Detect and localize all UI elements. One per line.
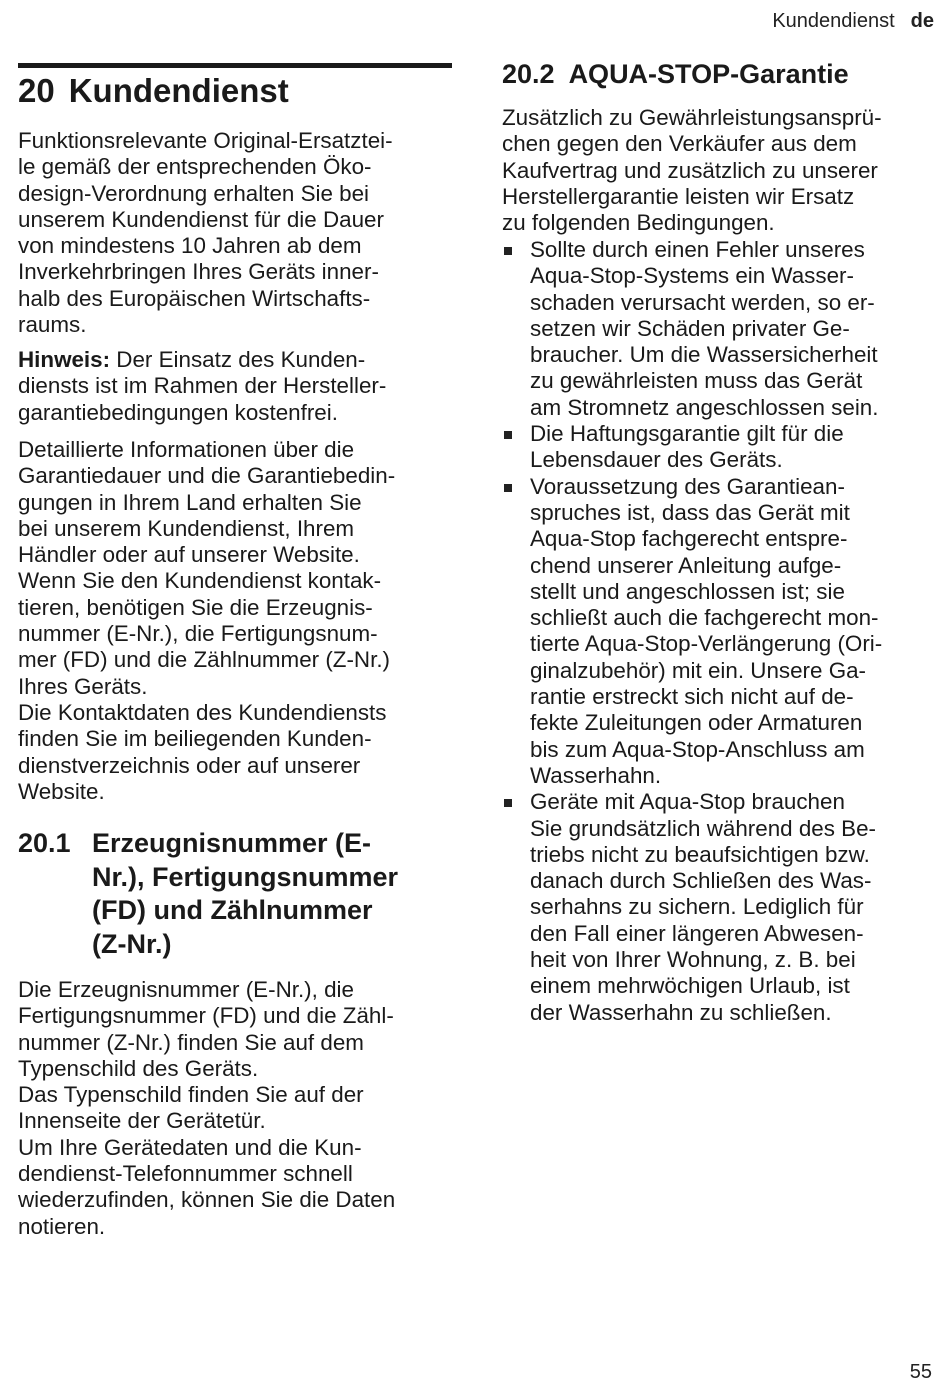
text-line: finden Sie im beiliegenden Kunden- <box>18 726 372 752</box>
text-line: bei unserem Kundendienst, Ihrem <box>18 515 355 541</box>
text-line: spruches ist, dass das Gerät mit <box>530 499 850 525</box>
list-item <box>502 237 942 421</box>
text-line: tierte Aqua-Stop-Verlängerung (Ori- <box>530 631 883 657</box>
section-20-title: Kundendienst <box>68 72 289 109</box>
text-line: Kaufvertrag und zusätzlich zu unserer <box>502 157 878 183</box>
list-item <box>502 421 942 474</box>
section-20-1-number: 20.1 <box>18 828 71 858</box>
text-line: Aqua-Stop-Systems ein Wasser- <box>530 263 854 289</box>
note-text: Der Einsatz des Kunden- <box>110 347 366 372</box>
section-20-paragraph-1 <box>18 128 458 338</box>
text-line: Inverkehrbringen Ihres Geräts inner- <box>18 259 379 285</box>
heading-line <box>502 57 942 91</box>
text-line: nummer (Z-Nr.) finden Sie auf dem <box>18 1029 364 1055</box>
text-line: schließt auch die fachgerecht mon- <box>530 605 879 631</box>
text-line: Detaillierte Informationen über die <box>18 437 355 462</box>
text-line: garantiebedingungen kostenfrei. <box>18 399 338 425</box>
text-line: Geräte mit Aqua-Stop brauchen <box>530 789 845 815</box>
list-item <box>502 474 942 790</box>
heading-line: Nr.), Fertigungsnummer <box>92 861 399 892</box>
text-line: schaden verursacht werden, so er- <box>530 289 875 315</box>
text-line: gungen in Ihrem Land erhalten Sie <box>18 489 362 515</box>
text-line: Sie grundsätzlich während des Be- <box>530 815 877 841</box>
section-20-note <box>18 347 458 426</box>
text-line: notieren. <box>18 1213 106 1239</box>
text-line: Händler oder auf unserer Website. <box>18 542 360 568</box>
page-number: 55 <box>909 1361 932 1383</box>
text-line: chend unserer Anleitung aufge- <box>530 552 842 578</box>
text-line <box>18 347 458 373</box>
text-line: der Wasserhahn zu schließen. <box>530 999 832 1025</box>
section-20-1-heading <box>18 827 458 961</box>
text-line: Wenn Sie den Kundendienst kontak- <box>18 568 382 594</box>
section-rule <box>18 63 452 68</box>
text-line: Funktionsrelevante Original-Ersatztei- <box>18 128 393 153</box>
text-line: Typenschild des Geräts. <box>18 1055 259 1081</box>
text-line: rantie erstreckt sich nicht auf de- <box>530 684 854 710</box>
text-line: nummer (E-Nr.), die Fertigungsnum- <box>18 621 378 647</box>
text-line: wiederzufinden, können Sie die Daten <box>18 1187 396 1213</box>
heading-line: 20.1 Erzeugnisnummer (E- <box>18 827 458 861</box>
text-line: Voraussetzung des Garantiean- <box>530 473 845 499</box>
text-line: Wasserhahn. <box>530 762 662 788</box>
text-line: Lebensdauer des Geräts. <box>530 447 783 473</box>
text-line: unserem Kundendienst für die Dauer <box>18 206 384 232</box>
text-line: Garantiedauer und die Garantiebedin- <box>18 463 396 489</box>
text-line: Das Typenschild finden Sie auf der <box>18 1082 364 1108</box>
text-line: Aqua-Stop fachgerecht entspre- <box>530 526 848 552</box>
text-line: Sollte durch einen Fehler unseres <box>530 237 865 262</box>
text-line: ginalzubehör) mit ein. Unsere Ga- <box>530 657 867 683</box>
text-line: diensts ist im Rahmen der Hersteller- <box>18 373 387 399</box>
text-line: am Stromnetz angeschlossen sein. <box>530 394 879 420</box>
text-line: heit von Ihrer Wohnung, z. B. bei <box>530 947 856 973</box>
running-header <box>772 9 934 33</box>
text-line: setzen wir Schäden privater Ge- <box>530 315 850 341</box>
running-header-section: Kundendienst <box>772 10 895 32</box>
bullet-square-icon <box>504 247 512 255</box>
language-code: de <box>910 10 934 32</box>
text-line: zu folgenden Bedingungen. <box>502 210 775 236</box>
section-20-2-number: 20.2 <box>502 59 555 89</box>
text-line: bis zum Aqua-Stop-Anschluss am <box>530 736 865 762</box>
text-line: Die Kontaktdaten des Kundendiensts <box>18 699 387 725</box>
section-20-2-intro <box>502 105 942 236</box>
text-line: einem mehrwöchigen Urlaub, ist <box>530 973 850 999</box>
note-label: Hinweis: <box>18 347 111 372</box>
text-line: Ihres Geräts. <box>18 673 148 699</box>
text-line: Die Erzeugnisnummer (E-Nr.), die <box>18 977 354 1002</box>
text-line: mer (FD) und die Zählnummer (Z-Nr.) <box>18 647 390 673</box>
bullet-square-icon <box>504 431 512 439</box>
text-line: Herstellergarantie leisten wir Ersatz <box>502 183 855 209</box>
aqua-stop-conditions-list <box>502 237 942 1026</box>
section-20-1-body <box>18 977 458 1240</box>
text-line: serhahns zu sichern. Lediglich für <box>530 894 864 920</box>
text-line: danach durch Schließen des Was- <box>530 868 872 894</box>
text-line: von mindestens 10 Jahren ab dem <box>18 233 362 259</box>
text-line: Zusätzlich zu Gewährleistungsansprü- <box>502 105 882 130</box>
bullet-square-icon <box>504 799 512 807</box>
text-line: fekte Zuleitungen oder Armaturen <box>530 710 863 736</box>
section-20-heading <box>18 70 289 112</box>
text-line: le gemäß der entsprechenden Öko- <box>18 154 372 180</box>
section-20-2-heading <box>502 57 942 91</box>
heading-line: (Z-Nr.) <box>92 928 172 959</box>
text-line: stellt und angeschlossen ist; sie <box>530 578 845 604</box>
text-line: chen gegen den Verkäufer aus dem <box>502 131 857 157</box>
heading-line: (FD) und Zählnummer <box>92 895 373 925</box>
text-line: Website. <box>18 778 105 804</box>
text-line: dienstverzeichnis oder auf unserer <box>18 752 361 778</box>
bullet-square-icon <box>504 484 512 492</box>
section-20-number: 20 <box>18 72 55 109</box>
section-20-2-title: AQUA-STOP-Garantie <box>568 59 849 89</box>
text-line: Fertigungsnummer (FD) und die Zähl- <box>18 1003 394 1029</box>
list-item <box>502 789 942 1026</box>
text-line: raums. <box>18 312 87 338</box>
section-20-paragraph-3 <box>18 437 458 805</box>
text-line: triebs nicht zu beaufsichtigen bzw. <box>530 841 870 867</box>
text-line: Die Haftungsgarantie gilt für die <box>530 421 844 447</box>
text-line: zu gewährleisten muss das Gerät <box>530 368 863 394</box>
text-line: braucher. Um die Wassersicherheit <box>530 342 878 368</box>
text-line: dendienst-Telefonnummer schnell <box>18 1161 353 1187</box>
text-line: halb des Europäischen Wirtschafts- <box>18 285 371 311</box>
text-line: tieren, benötigen Sie die Erzeugnis- <box>18 594 373 620</box>
text-line: Um Ihre Gerätedaten und die Kun- <box>18 1134 362 1160</box>
text-line: Innenseite der Gerätetür. <box>18 1108 266 1134</box>
text-line: design-Verordnung erhalten Sie bei <box>18 180 370 206</box>
text-line: den Fall einer längeren Abwesen- <box>530 920 864 946</box>
